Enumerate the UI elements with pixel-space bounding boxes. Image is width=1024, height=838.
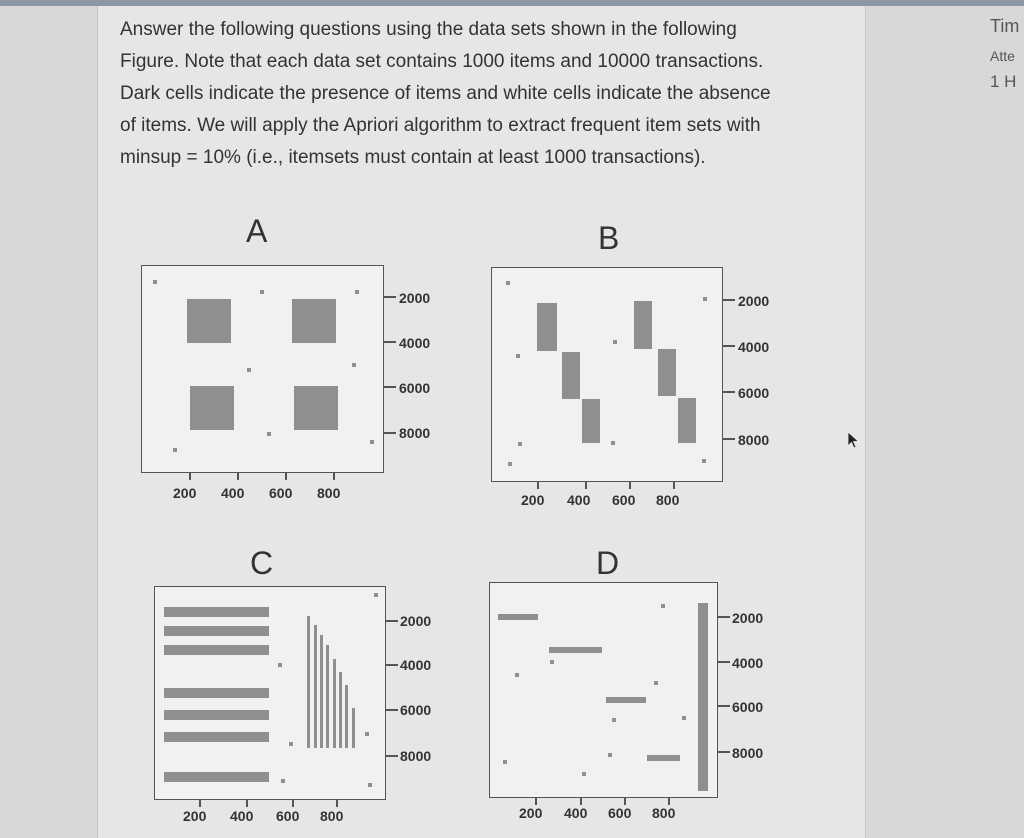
- y-tick: [384, 296, 396, 298]
- data-block: [537, 303, 557, 351]
- hours-label: 1 H: [990, 72, 1017, 91]
- data-bar: [164, 710, 269, 720]
- data-dot: [503, 760, 507, 764]
- y-tick-label: 2000: [732, 610, 764, 626]
- y-tick: [723, 345, 735, 347]
- x-tick-label: 600: [269, 485, 293, 501]
- x-tick: [668, 798, 670, 805]
- y-tick-label: 8000: [400, 748, 432, 764]
- y-tick: [718, 751, 730, 753]
- question-line: of items. We will apply the Apriori algorithm to extract frequent item sets with: [120, 115, 761, 136]
- x-tick: [535, 798, 537, 805]
- y-tick: [386, 709, 398, 711]
- data-block: [292, 299, 336, 343]
- plot-d: [489, 582, 718, 798]
- data-bar: [549, 647, 602, 653]
- x-tick-label: 400: [221, 485, 245, 501]
- data-line: [326, 645, 329, 748]
- attempt-label: Atte: [990, 48, 1015, 64]
- data-dot: [613, 340, 617, 344]
- data-dot: [278, 663, 282, 667]
- data-dot: [582, 772, 586, 776]
- x-tick-label: 800: [320, 808, 344, 824]
- x-tick: [237, 473, 239, 480]
- x-tick-label: 400: [230, 808, 254, 824]
- figure-title-d: D: [596, 545, 620, 581]
- data-dot: [281, 779, 285, 783]
- x-tick: [624, 798, 626, 805]
- data-dot: [374, 593, 378, 597]
- question-line: Answer the following questions using the data sets shown in the following: [120, 19, 737, 40]
- x-tick-label: 200: [521, 492, 545, 508]
- x-tick: [333, 473, 335, 480]
- data-dot: [518, 442, 522, 446]
- y-tick-label: 8000: [738, 432, 770, 448]
- data-bar: [164, 607, 269, 617]
- data-dot: [661, 604, 665, 608]
- y-tick: [718, 616, 730, 618]
- x-tick: [285, 473, 287, 480]
- data-bar: [164, 732, 269, 742]
- data-dot: [173, 448, 177, 452]
- x-tick-label: 400: [567, 492, 591, 508]
- y-tick-label: 6000: [738, 385, 770, 401]
- plot-a: [141, 265, 384, 473]
- question-line: Dark cells indicate the presence of items and white cells indicate the absence: [120, 83, 771, 104]
- x-tick-label: 600: [612, 492, 636, 508]
- x-tick-label: 400: [564, 805, 588, 821]
- y-tick-label: 4000: [399, 335, 431, 351]
- data-line: [333, 659, 336, 748]
- data-bar: [164, 645, 269, 655]
- figure-title-a: A: [246, 213, 268, 249]
- x-tick: [580, 798, 582, 805]
- y-tick: [384, 432, 396, 434]
- data-line: [314, 625, 317, 748]
- data-dot: [368, 783, 372, 787]
- data-line: [320, 635, 323, 748]
- x-tick: [336, 800, 338, 807]
- data-dot: [365, 732, 369, 736]
- x-tick-label: 800: [317, 485, 341, 501]
- y-tick: [723, 391, 735, 393]
- y-tick: [384, 341, 396, 343]
- y-tick-label: 8000: [399, 425, 431, 441]
- y-tick-label: 4000: [738, 339, 770, 355]
- data-dot: [370, 440, 374, 444]
- x-tick-label: 800: [652, 805, 676, 821]
- figure-title-c: C: [250, 545, 274, 581]
- y-tick-label: 6000: [399, 380, 431, 396]
- y-tick-label: 2000: [738, 293, 770, 309]
- x-tick: [629, 482, 631, 489]
- data-dot: [506, 281, 510, 285]
- data-dot: [355, 290, 359, 294]
- question-text: [120, 14, 850, 174]
- data-line: [307, 616, 310, 748]
- data-dot: [550, 660, 554, 664]
- y-tick-label: 8000: [732, 745, 764, 761]
- x-tick-label: 600: [276, 808, 300, 824]
- y-tick: [386, 664, 398, 666]
- data-block: [678, 398, 696, 443]
- data-block: [187, 299, 231, 343]
- data-dot: [247, 368, 251, 372]
- x-tick-label: 200: [173, 485, 197, 501]
- data-bar: [164, 688, 269, 698]
- data-dot: [260, 290, 264, 294]
- y-tick-label: 6000: [400, 702, 432, 718]
- data-line: [339, 672, 342, 748]
- y-tick: [384, 386, 396, 388]
- data-dot: [153, 280, 157, 284]
- data-block: [294, 386, 338, 430]
- y-tick: [718, 661, 730, 663]
- data-bar: [647, 755, 680, 761]
- data-bar: [164, 626, 269, 636]
- plot-c: [154, 586, 386, 800]
- y-tick: [386, 755, 398, 757]
- data-block: [634, 301, 652, 349]
- mouse-cursor-icon: [847, 431, 861, 449]
- data-block: [562, 352, 580, 399]
- x-tick-label: 200: [183, 808, 207, 824]
- figure-title-b: B: [598, 220, 620, 256]
- data-dot: [608, 753, 612, 757]
- question-line: minsup = 10% (i.e., itemsets must contain at least 1000 transactions).: [120, 147, 706, 168]
- data-line: [352, 708, 355, 748]
- y-tick-label: 2000: [399, 290, 431, 306]
- data-dot: [508, 462, 512, 466]
- y-tick-label: 4000: [400, 657, 432, 673]
- x-tick: [199, 800, 201, 807]
- x-tick: [585, 482, 587, 489]
- data-dot: [654, 681, 658, 685]
- x-tick: [537, 482, 539, 489]
- data-block: [658, 349, 676, 396]
- time-label: Tim: [990, 16, 1020, 36]
- data-dot: [611, 441, 615, 445]
- x-tick: [292, 800, 294, 807]
- data-bar: [606, 697, 646, 703]
- plot-b: [491, 267, 723, 482]
- data-dot: [703, 297, 707, 301]
- x-tick: [673, 482, 675, 489]
- data-block: [190, 386, 234, 430]
- data-dot: [702, 459, 706, 463]
- data-line: [698, 603, 708, 791]
- x-tick-label: 600: [608, 805, 632, 821]
- data-dot: [612, 718, 616, 722]
- data-dot: [289, 742, 293, 746]
- x-tick: [189, 473, 191, 480]
- data-line: [345, 685, 348, 748]
- right-sidebar: [970, 0, 1024, 120]
- question-line: Figure. Note that each data set contains 1000 items and 10000 transactions.: [120, 51, 764, 72]
- data-dot: [267, 432, 271, 436]
- data-block: [582, 399, 600, 443]
- y-tick-label: 4000: [732, 655, 764, 671]
- y-tick-label: 2000: [400, 613, 432, 629]
- x-tick: [246, 800, 248, 807]
- x-tick-label: 800: [656, 492, 680, 508]
- x-tick-label: 200: [519, 805, 543, 821]
- y-tick: [723, 438, 735, 440]
- data-dot: [352, 363, 356, 367]
- data-dot: [516, 354, 520, 358]
- data-bar: [498, 614, 538, 620]
- data-dot: [515, 673, 519, 677]
- data-dot: [682, 716, 686, 720]
- y-tick-label: 6000: [732, 699, 764, 715]
- y-tick: [718, 705, 730, 707]
- y-tick: [723, 299, 735, 301]
- y-tick: [386, 620, 398, 622]
- data-bar: [164, 772, 269, 782]
